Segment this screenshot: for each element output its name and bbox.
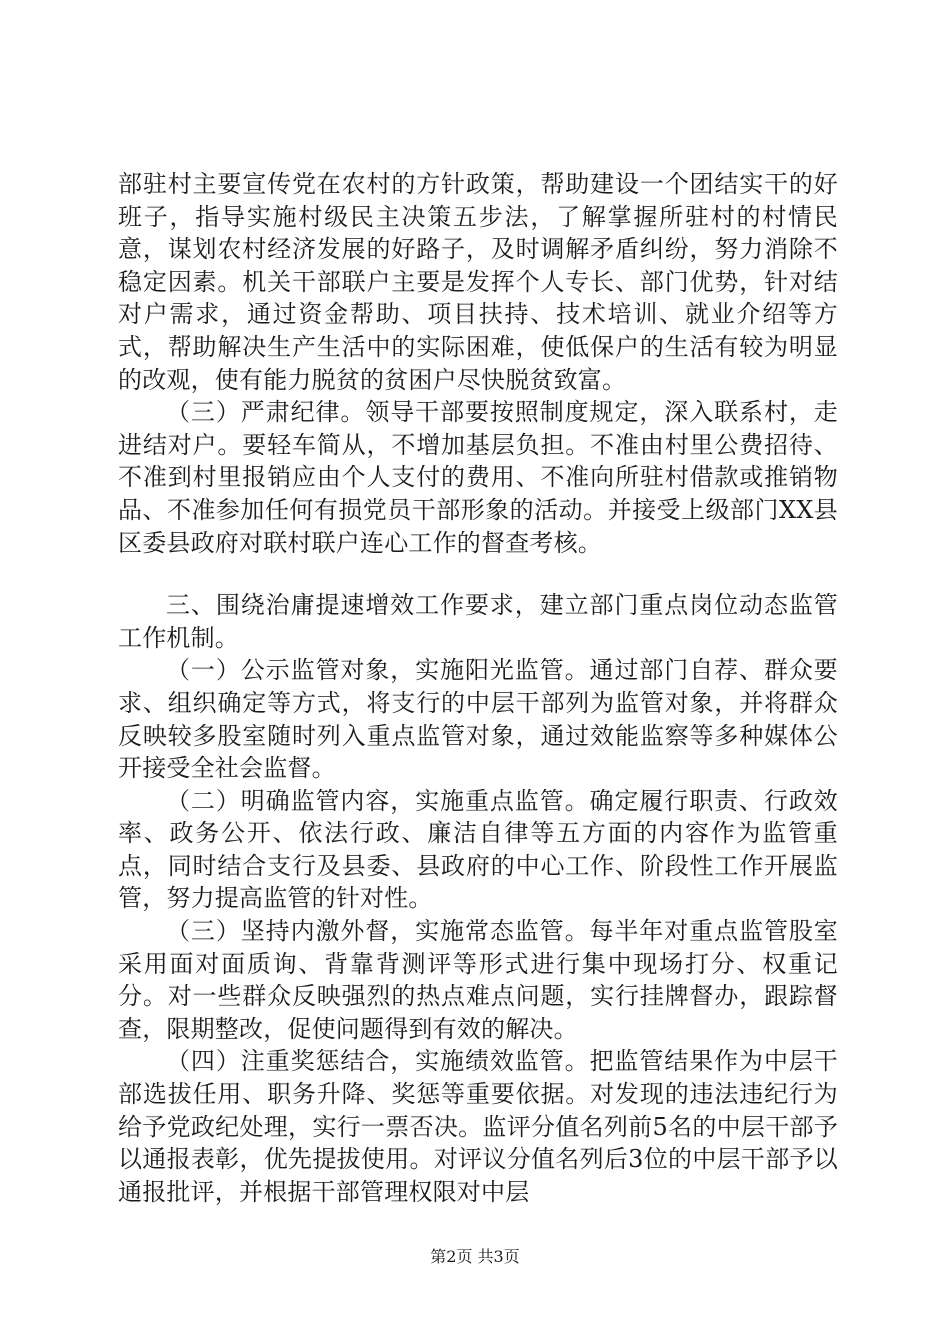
paragraph-village-work: 部驻村主要宣传党在农村的方针政策，帮助建设一个团结实干的好班子，指导实施村级民主决策五步法，了解掌握所驻村的村情民意，谋划农村经济发展的好路子，及时调解矛盾纠纷，努力消除不稳定因素。机关干部联户主要是发挥个人专长、部门优势，针对结对户需求，通过资金帮助、项目扶持、技术培训、就业介绍等方式，帮助解决生产生活中的实际困难，使低保户的生活有较为明显的改观，使有能力脱贫的贫困户尽快脱贫致富。 <box>118 170 838 394</box>
paragraph-regular-supervision: （三）坚持内激外督，实施常态监管。每半年对重点监管股室采用面对面质询、背靠背测评等形式进行集中现场打分、权重记分。对一些群众反映强烈的热点难点问题，实行挂牌督办，跟踪督查，限期整改，促使问题得到有效的解决。 <box>118 917 838 1043</box>
section-heading-three: 三、围绕治庸提速增效工作要求，建立部门重点岗位动态监管工作机制。 <box>118 591 838 652</box>
page-number: 第2页 共3页 <box>430 1247 520 1266</box>
paragraph-discipline: （三）严肃纪律。领导干部要按照制度规定，深入联系村，走进结对户。要轻车简从，不增加基层负担。不准由村里公费招待、不准到村里报销应由个人支付的费用、不准向所驻村借款或推销物品、不准参加任何有损党员干部形象的活动。并接受上级部门XX县区委县政府对联村联户连心工作的督查考核。 <box>118 398 838 557</box>
page-footer <box>0 1244 950 1267</box>
paragraph-public-supervision: （一）公示监管对象，实施阳光监管。通过部门自荐、群众要求、组织确定等方式，将支行的中层干部列为监管对象，并将群众反映较多股室随时列入重点监管对象，通过效能监察等多种媒体公开接受全社会监督。 <box>118 656 838 783</box>
paragraph-performance-supervision: （四）注重奖惩结合，实施绩效监管。把监管结果作为中层干部选拔任用、职务升降、奖惩等重要依据。对发现的违法违纪行为给予党政纪处理，实行一票否决。监评分值名列前5名的中层干部予以通报表彰，优先提拔使用。对评议分值名列后3位的中层干部予以通报批评，并根据干部管理权限对中层 <box>118 1047 838 1206</box>
paragraph-key-supervision: （二）明确监管内容，实施重点监管。确定履行职责、行政效率、政务公开、依法行政、廉洁自律等五方面的内容作为监管重点，同时结合支行及县委、县政府的中心工作、阶段性工作开展监管，努力提高监管的针对性。 <box>118 786 838 913</box>
document-body <box>118 168 838 1208</box>
